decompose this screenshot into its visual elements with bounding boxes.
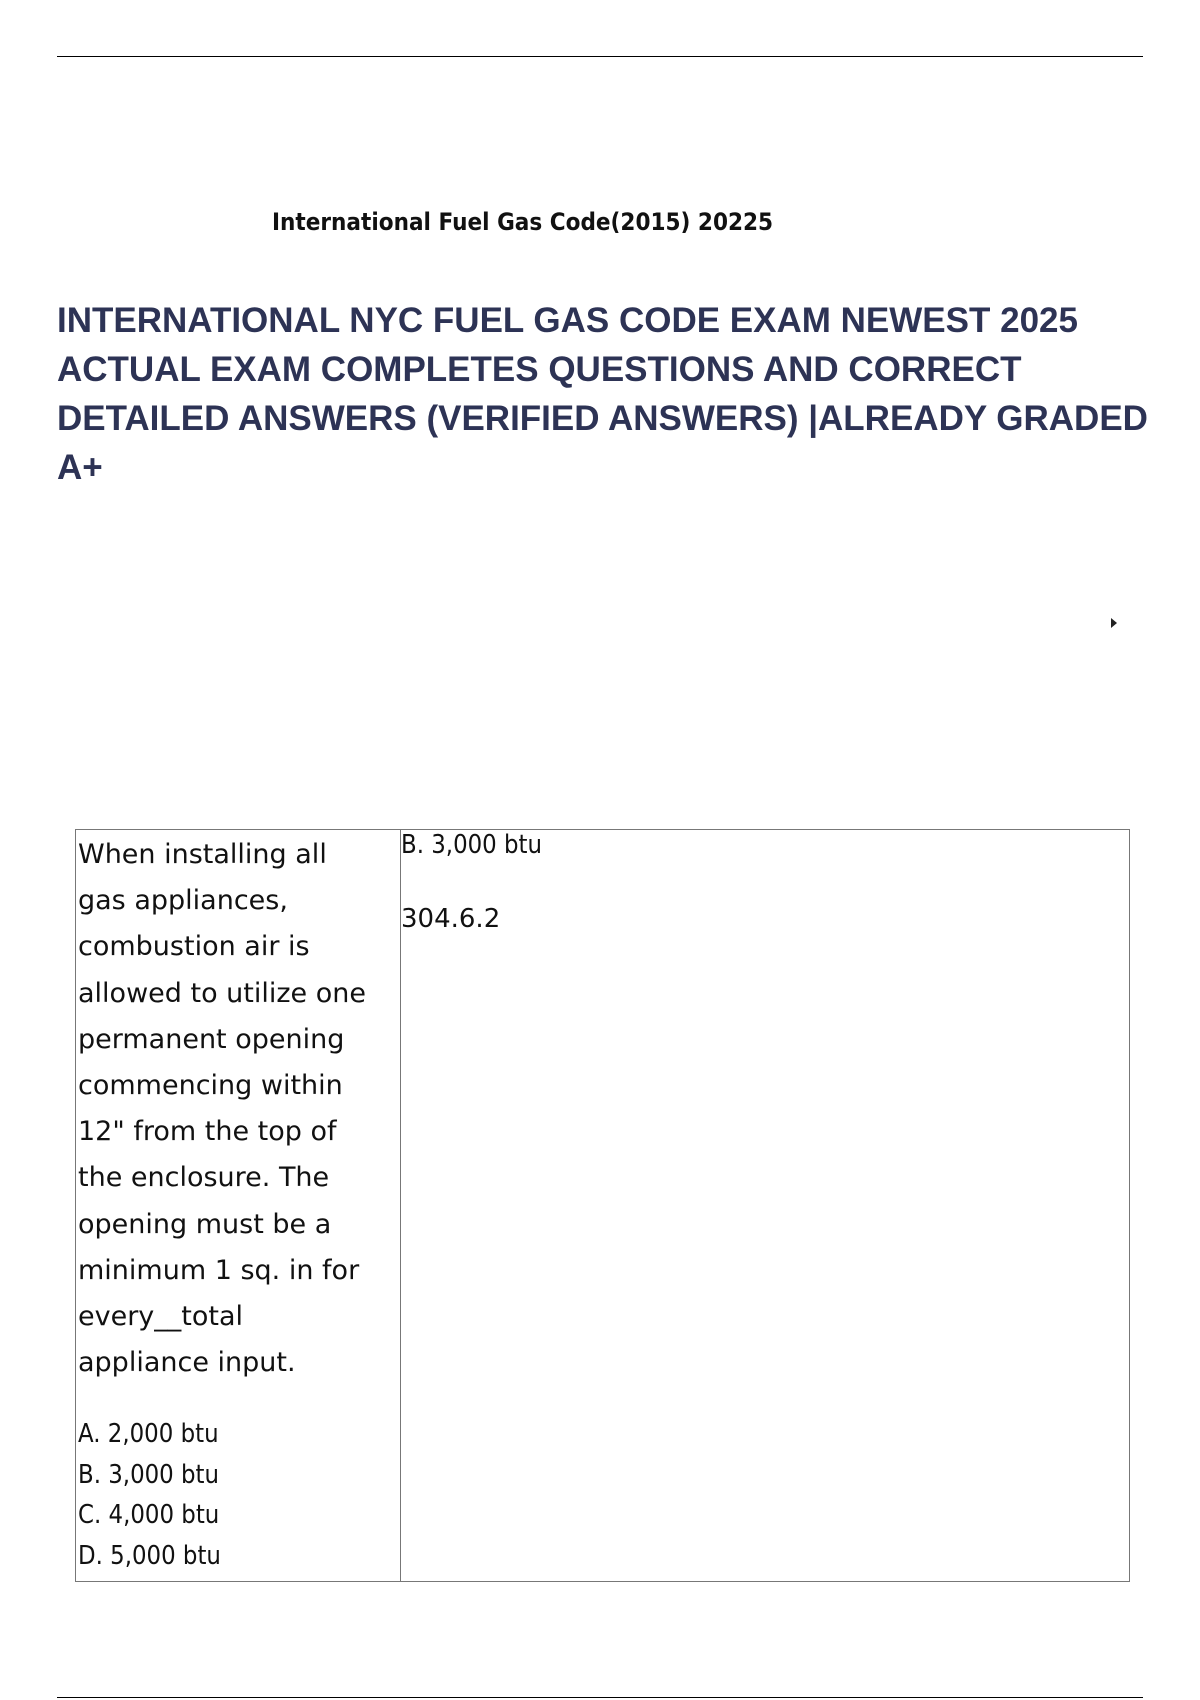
- top-rule: [57, 56, 1143, 57]
- code-reference: 304.6.2: [401, 904, 501, 934]
- answer-options: [76, 1414, 400, 1576]
- question-cell: [76, 830, 401, 1582]
- correct-answer: B. 3,000 btu: [401, 830, 543, 860]
- answer-cell: [401, 830, 1130, 1582]
- bottom-rule: [57, 1697, 1143, 1698]
- qa-table: [75, 829, 1130, 1582]
- running-title: International Fuel Gas Code(2015) 20225: [272, 208, 774, 236]
- table-row: [76, 830, 1130, 1582]
- option-d: D. 5,000 btu: [78, 1540, 221, 1571]
- option-a: A. 2,000 btu: [78, 1419, 219, 1450]
- play-marker-icon: [1111, 618, 1117, 628]
- option-c: C. 4,000 btu: [78, 1500, 220, 1531]
- question-text: When installing all gas appliances, combustion air is allowed to utilize one permanent opening commencing within 12" from the top of the enclosure. The opening must be a minimum 1 sq. in for every__total appliance input.: [78, 839, 366, 1379]
- document-heading: INTERNATIONAL NYC FUEL GAS CODE EXAM NEWEST 2025 ACTUAL EXAM COMPLETES QUESTIONS AND CORRECT DETAILED ANSWERS (VERIFIED ANSWERS) |ALREADY GRADED A+: [57, 301, 1148, 487]
- option-b: B. 3,000 btu: [78, 1459, 220, 1490]
